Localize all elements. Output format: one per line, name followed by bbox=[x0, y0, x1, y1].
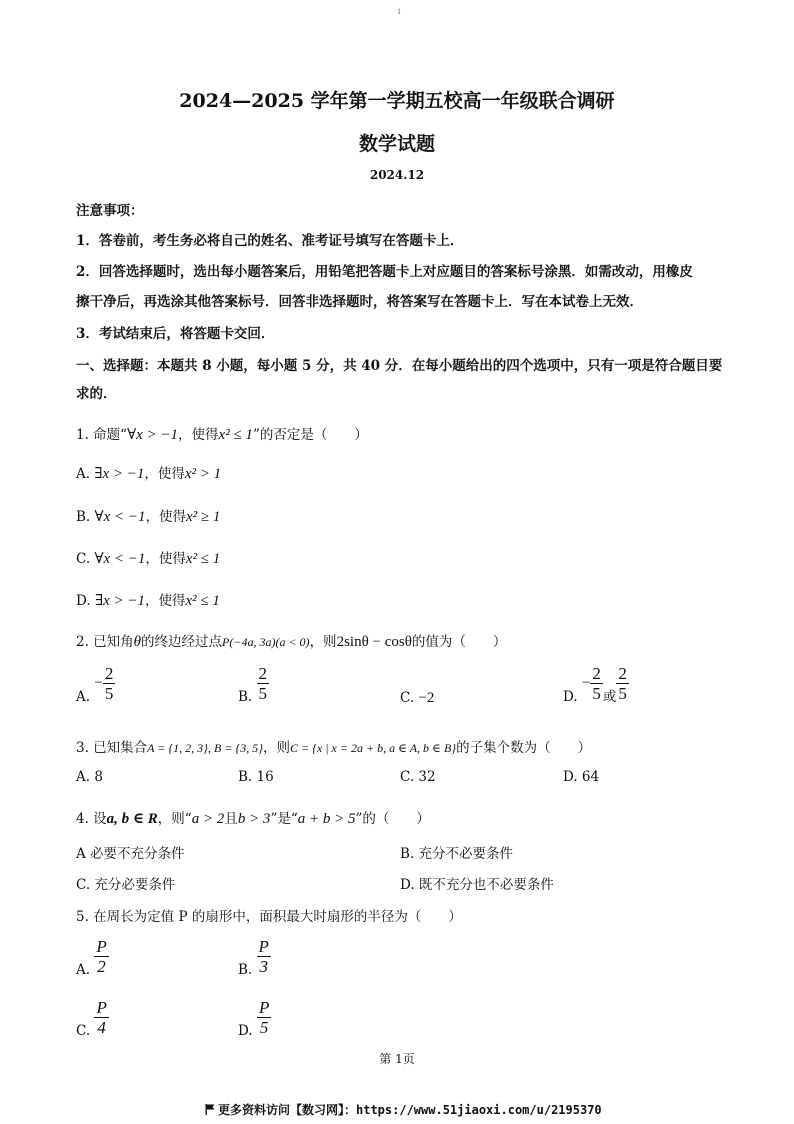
note-item: 1．答卷前，考生务必将自己的姓名、准考证号填写在答题卡上． bbox=[76, 233, 464, 249]
q1-post: ”的否定是（ ） bbox=[252, 427, 368, 443]
option-fraction bbox=[590, 664, 603, 703]
fraction-numerator: 2 bbox=[258, 664, 268, 683]
q1-option-a[interactable] bbox=[76, 462, 221, 483]
fraction-numerator: 2 bbox=[618, 664, 627, 683]
question-1-stem bbox=[76, 423, 368, 444]
option-mid: ，使得 bbox=[144, 593, 186, 609]
page-subtitle: 数学试题 bbox=[358, 133, 435, 155]
q4-and: 且 bbox=[224, 811, 238, 827]
option-label: D. bbox=[238, 1023, 253, 1039]
q1-pre: 1. 命题“ bbox=[76, 427, 128, 443]
question-2-stem bbox=[76, 630, 506, 651]
option-fraction bbox=[103, 664, 116, 703]
option-label: A. bbox=[76, 962, 91, 978]
q3-option-a[interactable]: A. 8 bbox=[76, 769, 103, 785]
option-expression: x² ≤ 1 bbox=[185, 593, 220, 609]
q4-option-a[interactable]: A 必要不充分条件 bbox=[76, 846, 185, 862]
fraction-denominator: 5 bbox=[592, 684, 601, 703]
option-expression: x² > 1 bbox=[184, 466, 222, 482]
q3-mid: ，则 bbox=[263, 740, 291, 756]
q3-sets: A = {1, 2, 3}, B = {3, 5} bbox=[147, 741, 264, 755]
q1-expression: x² ≤ 1 bbox=[218, 427, 253, 443]
option-label: B. bbox=[238, 689, 253, 705]
q5-option-c[interactable] bbox=[76, 998, 109, 1039]
q4-condition-3: a + b > 5 bbox=[297, 811, 356, 827]
q2-post: 的值为（ ） bbox=[411, 634, 507, 650]
option-expression: x² ≤ 1 bbox=[185, 551, 221, 567]
option-quantifier: ∀x < −1 bbox=[94, 509, 146, 525]
q5-option-a[interactable] bbox=[76, 937, 109, 978]
q2-mid2: ，则 bbox=[309, 634, 337, 650]
option-expression: x² ≥ 1 bbox=[185, 509, 221, 525]
question-3-stem bbox=[76, 736, 591, 756]
q2-option-b[interactable] bbox=[238, 664, 269, 705]
q2-theta: θ bbox=[133, 634, 142, 650]
top-mark: 1 bbox=[397, 8, 402, 16]
option-fraction bbox=[94, 998, 108, 1037]
option-fraction bbox=[257, 664, 270, 703]
note-item: 3．考试结束后，将答题卡交回． bbox=[76, 326, 275, 342]
q4-condition-1: a > 2 bbox=[191, 811, 225, 827]
fraction-numerator: P bbox=[258, 998, 270, 1017]
fraction-numerator: P bbox=[258, 937, 269, 956]
option-fraction bbox=[257, 998, 271, 1037]
option-quantifier: ∃x > −1 bbox=[94, 466, 145, 482]
page-number: 第 1页 bbox=[379, 1052, 415, 1066]
q4-post: ”的（ ） bbox=[355, 811, 430, 827]
option-value: −2 bbox=[418, 690, 435, 706]
q3-post: 的子集个数为（ ） bbox=[456, 740, 592, 756]
q2-pre: 2. 已知角 bbox=[76, 634, 134, 650]
fraction-denominator: 5 bbox=[618, 684, 627, 703]
option-mid: ，使得 bbox=[145, 509, 186, 525]
fraction-denominator: 5 bbox=[259, 1018, 269, 1037]
q3-option-d[interactable]: D. 64 bbox=[563, 769, 600, 785]
fraction-numerator: P bbox=[96, 998, 107, 1017]
promo-link[interactable] bbox=[205, 1101, 602, 1118]
q4-vars: a, b ∈ R bbox=[106, 811, 158, 827]
option-label: C. bbox=[76, 551, 91, 567]
fraction-numerator: 2 bbox=[592, 664, 601, 683]
q1-mid: ，使得 bbox=[178, 427, 219, 443]
q2-option-c[interactable] bbox=[400, 690, 434, 707]
q4-option-c[interactable]: C. 充分必要条件 bbox=[76, 877, 176, 893]
option-quantifier: ∀x < −1 bbox=[94, 551, 146, 567]
fraction-denominator: 3 bbox=[259, 957, 268, 976]
option-quantifier: ∃x > −1 bbox=[94, 593, 145, 609]
option-mid: ，使得 bbox=[144, 466, 185, 482]
option-mid: ，使得 bbox=[145, 551, 186, 567]
option-fraction bbox=[257, 937, 271, 976]
fraction-denominator: 5 bbox=[258, 684, 268, 703]
q1-option-c[interactable] bbox=[76, 547, 220, 568]
option-label: C. bbox=[76, 1023, 91, 1039]
fraction-numerator: P bbox=[96, 937, 107, 956]
fraction-denominator: 4 bbox=[97, 1018, 106, 1037]
option-label: B. bbox=[238, 962, 253, 978]
option-fraction bbox=[616, 664, 629, 703]
promo-text: 更多资料访问【数习网】：https://www.51jiaoxi.com/u/2195370 bbox=[218, 1103, 602, 1117]
exam-date: 2024.12 bbox=[369, 168, 425, 182]
q3-option-c[interactable]: C. 32 bbox=[400, 769, 436, 785]
flag-icon bbox=[205, 1104, 215, 1115]
q4-mid2: ”是“ bbox=[270, 811, 298, 827]
q3-set-c: C = {x | x = 2a + b, a ∈ A, b ∈ B} bbox=[290, 741, 457, 755]
option-sign: − bbox=[581, 675, 591, 691]
q2-option-a[interactable] bbox=[76, 664, 115, 705]
fraction-denominator: 5 bbox=[104, 684, 114, 703]
q2-point: P(−4a, 3a)(a < 0) bbox=[222, 635, 310, 649]
notes-heading: 注意事项： bbox=[76, 203, 144, 219]
option-sign: − bbox=[94, 675, 103, 691]
option-label: A. bbox=[76, 689, 91, 705]
option-label: D. bbox=[563, 689, 578, 705]
q2-mid: 的终边经过点 bbox=[141, 634, 223, 650]
note-item: 2．回答选择题时，选出每小题答案后，用铅笔把答题卡上对应题目的答案标号涂黑．如需改动，用橡皮 bbox=[76, 264, 693, 280]
option-label: A. bbox=[76, 466, 91, 482]
q1-condition: ∀x > −1 bbox=[127, 427, 179, 443]
section-heading-cont: 求的． bbox=[76, 386, 117, 402]
q3-option-b[interactable]: B. 16 bbox=[238, 769, 274, 785]
page-title: 2024—2025 学年第一学期五校高一年级联合调研 bbox=[179, 90, 615, 112]
q1-option-b[interactable] bbox=[76, 505, 220, 526]
option-label: D. bbox=[76, 593, 91, 609]
question-4-stem bbox=[76, 807, 430, 828]
q4-option-d[interactable]: D. 既不充分也不必要条件 bbox=[400, 877, 554, 893]
option-label: C. bbox=[400, 690, 415, 706]
section-heading: 一、选择题：本题共 8 小题，每小题 5 分，共 40 分．在每小题给出的四个选项中，只有一项是符合题目要 bbox=[76, 358, 723, 374]
q4-condition-2: b > 3 bbox=[237, 811, 271, 827]
q4-mid: ，则“ bbox=[157, 811, 192, 827]
q2-option-d[interactable] bbox=[563, 664, 629, 705]
option-fraction bbox=[94, 937, 108, 976]
option-label: B. bbox=[76, 509, 91, 525]
q3-pre: 3. 已知集合 bbox=[76, 740, 148, 756]
q5-option-d[interactable] bbox=[238, 998, 271, 1039]
option-or: 或 bbox=[602, 689, 617, 705]
fraction-numerator: 2 bbox=[104, 664, 114, 683]
q4-pre: 4. 设 bbox=[76, 811, 107, 827]
fraction-denominator: 2 bbox=[97, 957, 106, 976]
q4-option-b[interactable]: B. 充分不必要条件 bbox=[400, 846, 514, 862]
q5-option-b[interactable] bbox=[238, 937, 271, 978]
q1-option-d[interactable] bbox=[76, 589, 220, 610]
question-5-stem: 5. 在周长为定值 P 的扇形中，面积最大时扇形的半径为（ ） bbox=[76, 909, 462, 925]
q2-expression: 2sinθ − cosθ bbox=[336, 634, 412, 650]
note-item: 擦干净后，再选涂其他答案标号．回答非选择题时，将答案写在答题卡上．写在本试卷上无效． bbox=[76, 294, 643, 310]
